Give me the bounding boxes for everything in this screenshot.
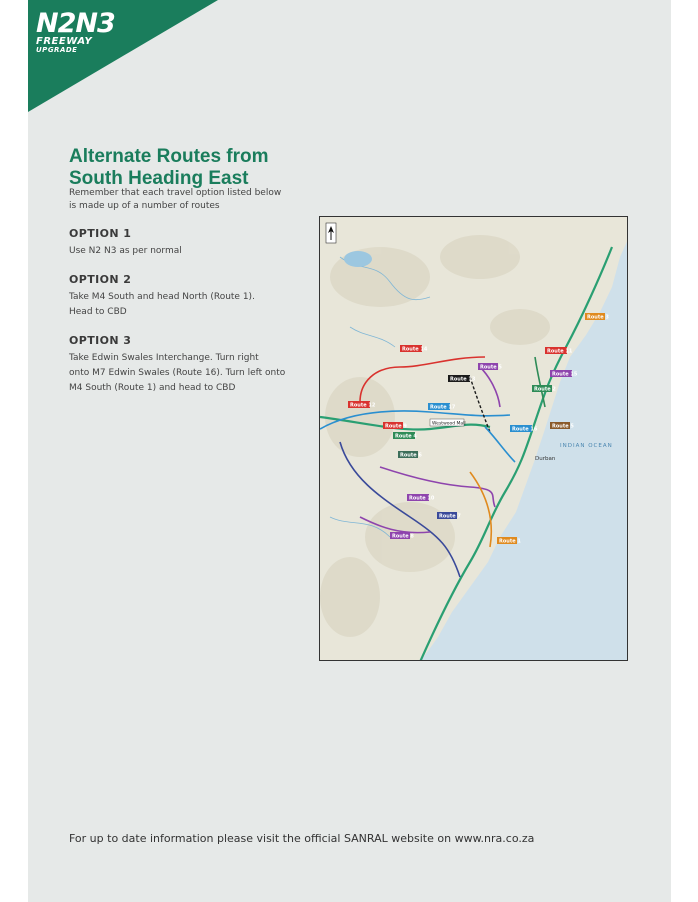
route-label-6: Route 6 bbox=[400, 452, 422, 459]
n2n3-logo bbox=[36, 10, 115, 54]
route-label-10: Route 10 bbox=[409, 495, 435, 502]
intro-line-2: is made up of a number of routes bbox=[69, 201, 220, 211]
route-label-8: Route 8 bbox=[392, 533, 414, 540]
logo-sub2-text: UPGRADE bbox=[36, 46, 78, 54]
westwood-mall-label: Westwood Mall bbox=[432, 421, 466, 427]
option-1-line-1: Use N2 N3 as per normal bbox=[69, 246, 182, 256]
option-1-heading: OPTION 1 bbox=[69, 227, 132, 240]
logo-main-text: N2N3 bbox=[36, 8, 115, 39]
option-3-line-1: Take Edwin Swales Interchange. Turn right bbox=[69, 353, 259, 363]
option-2-line-1: Take M4 South and head North (Route 1). bbox=[69, 292, 255, 302]
route-label-7: Route 7 bbox=[439, 513, 461, 520]
route-label-16: Route 16 bbox=[512, 426, 538, 433]
route-label-12: Route 12 bbox=[350, 402, 376, 409]
route-label-5: Route 5 bbox=[480, 364, 502, 371]
route-label-15: Route 15 bbox=[552, 371, 578, 378]
option-1 bbox=[69, 227, 309, 259]
option-3-line-2: onto M7 Edwin Swales (Route 16). Turn left onto bbox=[69, 368, 286, 378]
route-label-5b: Route 5 bbox=[552, 423, 574, 430]
route-label-3: Route 3 bbox=[587, 314, 609, 321]
title-line-2: South Heading East bbox=[69, 168, 249, 189]
route-label-14: Route 14 bbox=[402, 346, 428, 353]
intro-text bbox=[69, 187, 309, 213]
durban-label: Durban bbox=[535, 456, 556, 462]
north-arrow-icon bbox=[326, 223, 336, 243]
intro-line-1: Remember that each travel option listed below bbox=[69, 188, 282, 198]
option-2-heading: OPTION 2 bbox=[69, 273, 132, 286]
map-svg bbox=[320, 217, 628, 661]
dam-lake bbox=[344, 251, 372, 267]
route-label-11: Route 11 bbox=[547, 348, 573, 355]
route-label-17: Route 17 bbox=[430, 404, 456, 411]
logo-sub-text: FREEWAY bbox=[36, 36, 93, 47]
title-line-1: Alternate Routes from bbox=[69, 146, 269, 167]
route-label-13: Route 13 bbox=[450, 376, 476, 383]
page-title bbox=[69, 146, 319, 190]
ocean-label: INDIAN OCEAN bbox=[560, 443, 613, 449]
footer-info: For up to date information please visit the official SANRAL website on www.nra.co.za bbox=[69, 832, 535, 845]
option-3 bbox=[69, 334, 309, 396]
route-label-1: Route 1 bbox=[499, 538, 521, 545]
route-label-9: Route 9 bbox=[385, 423, 407, 430]
route-label-2: Route 2 bbox=[534, 386, 556, 393]
route-label-4: Route 4 bbox=[395, 433, 417, 440]
option-2-line-2: Head to CBD bbox=[69, 307, 127, 317]
option-3-line-3: M4 South (Route 1) and head to CBD bbox=[69, 383, 236, 393]
option-3-heading: OPTION 3 bbox=[69, 334, 132, 347]
route-map[interactable] bbox=[319, 216, 628, 661]
option-2 bbox=[69, 273, 309, 320]
